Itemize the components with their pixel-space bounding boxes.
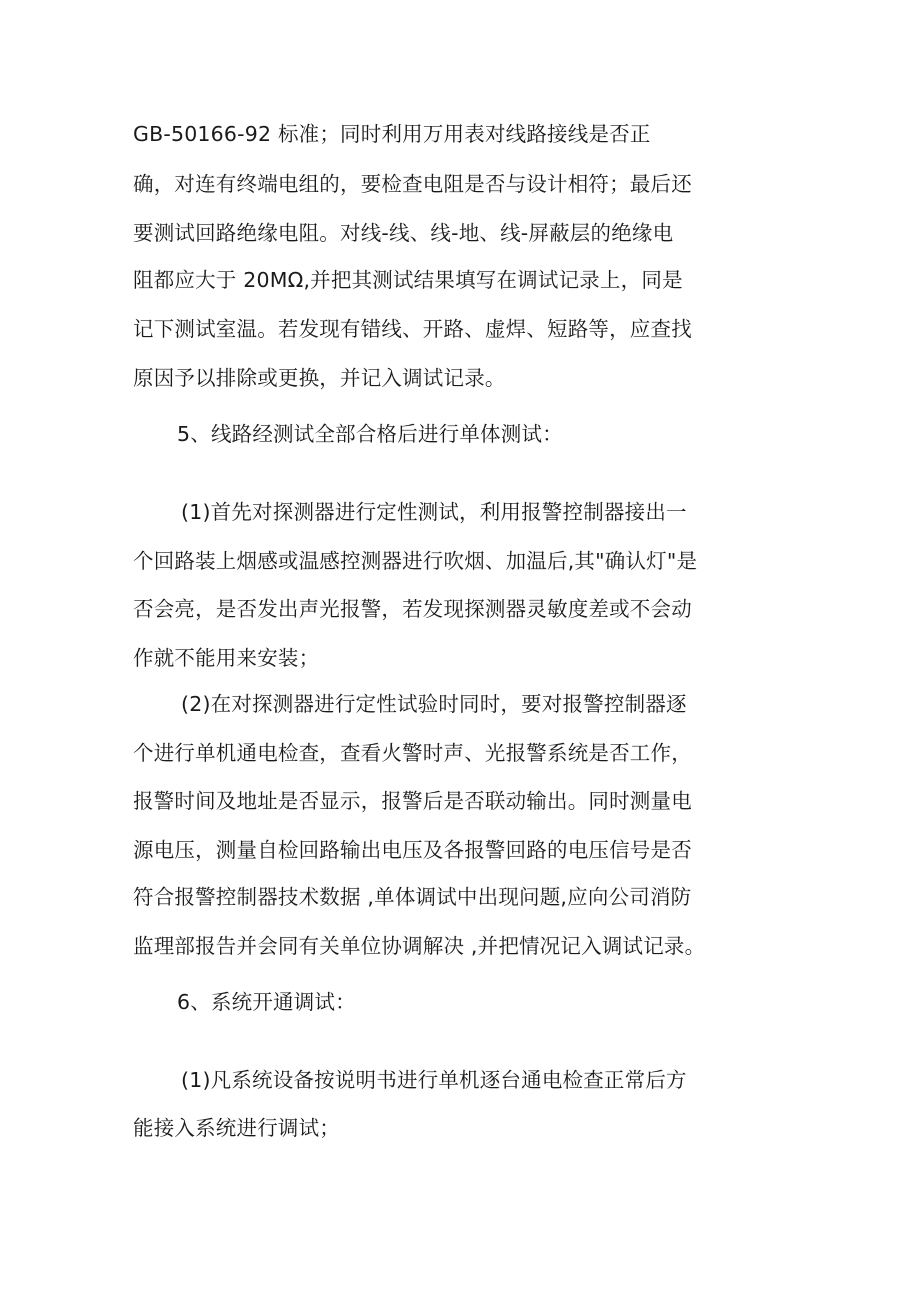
paragraph-line: (1)首先对探测器进行定性测试，利用报警控制器接出一 [181,500,687,524]
paragraph-line: 监理部报告并会同有关单位协调解决 ,并把情况记入调试记录。 [133,934,706,958]
paragraph-line: 能接入系统进行调试； [133,1116,340,1140]
paragraph-line: 个进行单机通电检查，查看火警时声、光报警系统是否工作， [133,741,692,765]
paragraph-line: (1)凡系统设备按说明书进行单机逐台通电检查正常后方 [181,1068,687,1092]
paragraph-line: 作就不能用来安装； [133,646,320,670]
paragraph-line: 符合报警控制器技术数据 ,单体调试中出现问题,应向公司消防 [133,885,692,909]
paragraph-line: 记下测试室温。若发现有错线、开路、虚焊、短路等，应查找 [133,317,692,341]
paragraph-line: 阻都应大于 20MΩ,并把其测试结果填写在调试记录上，同是 [133,268,683,292]
paragraph-line: 确，对连有终端电组的，要检查电阻是否与设计相符；最后还 [133,172,692,196]
paragraph-line: 报警时间及地址是否显示，报警后是否联动输出。同时测量电 [133,789,692,813]
paragraph-line: 源电压，测量自检回路输出电压及各报警回路的电压信号是否 [133,838,692,862]
paragraph-line: 否会亮，是否发出声光报警，若发现探测器灵敏度差或不会动 [133,597,692,621]
paragraph-line: (2)在对探测器进行定性试验时同时，要对报警控制器逐 [181,692,687,716]
section-heading: 6、系统开通调试： [177,990,356,1014]
paragraph-line: 原因予以排除或更换，并记入调试记录。 [133,366,506,390]
paragraph-line: 个回路装上烟感或温感控测器进行吹烟、加温后,其"确认灯"是 [133,549,698,573]
paragraph-line: 要测试回路绝缘电阻。对线-线、线-地、线-屏蔽层的绝缘电 [133,221,674,245]
paragraph-line: GB-50166-92 标准；同时利用万用表对线路接线是否正 [133,122,651,146]
section-heading: 5、线路经测试全部合格后进行单体测试： [177,422,563,446]
